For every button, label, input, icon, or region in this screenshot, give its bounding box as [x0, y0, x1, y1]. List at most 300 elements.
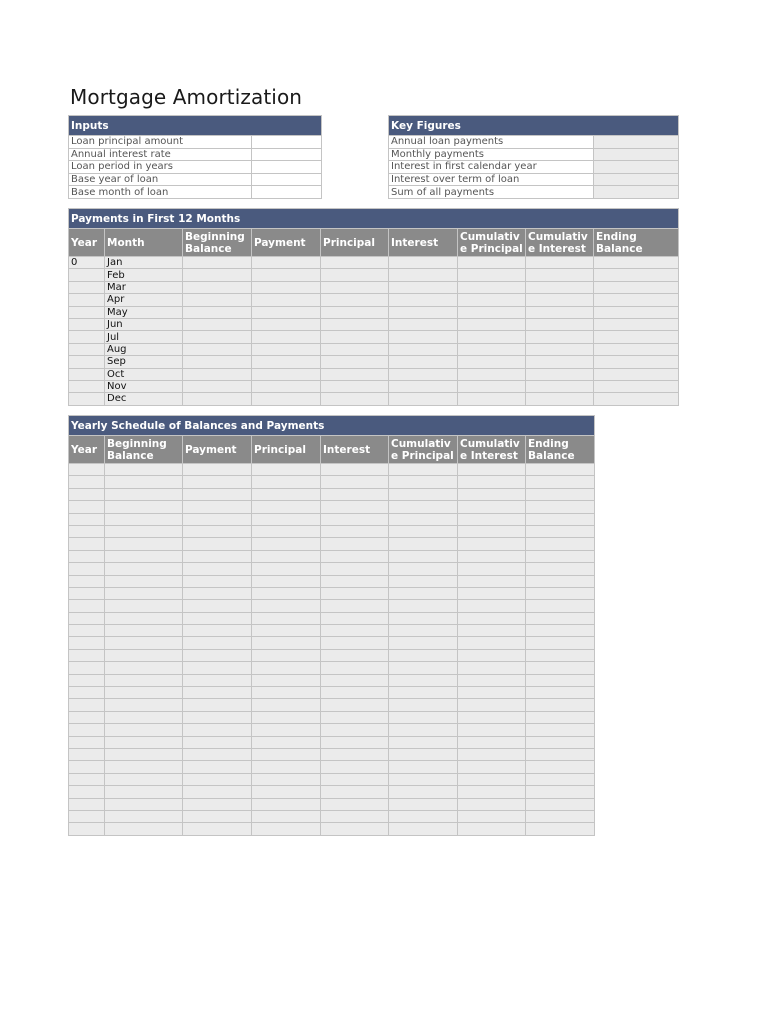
table-cell[interactable] — [458, 550, 526, 562]
table-cell[interactable] — [321, 612, 389, 624]
table-cell[interactable] — [389, 662, 458, 674]
table-cell[interactable] — [69, 343, 105, 355]
table-cell[interactable] — [321, 600, 389, 612]
table-cell[interactable] — [183, 294, 252, 306]
table-cell[interactable] — [458, 575, 526, 587]
table-cell[interactable] — [526, 724, 595, 736]
table-cell[interactable]: Jan — [105, 257, 183, 269]
table-cell[interactable] — [321, 798, 389, 810]
table-cell[interactable] — [69, 575, 105, 587]
table-cell[interactable] — [252, 281, 321, 293]
table-cell[interactable] — [458, 464, 526, 476]
table-cell[interactable] — [252, 786, 321, 798]
table-cell[interactable] — [321, 649, 389, 661]
table-cell[interactable] — [526, 513, 595, 525]
table-cell[interactable] — [252, 748, 321, 760]
input-cell[interactable] — [252, 186, 322, 199]
table-cell[interactable] — [183, 773, 252, 785]
table-cell[interactable] — [252, 464, 321, 476]
table-cell[interactable] — [458, 711, 526, 723]
table-cell[interactable] — [183, 649, 252, 661]
table-cell[interactable] — [594, 294, 679, 306]
table-cell[interactable] — [389, 736, 458, 748]
table-cell[interactable] — [252, 575, 321, 587]
table-cell[interactable] — [69, 649, 105, 661]
table-cell[interactable] — [105, 724, 183, 736]
table-cell[interactable] — [183, 464, 252, 476]
table-cell[interactable] — [321, 464, 389, 476]
table-cell[interactable]: Oct — [105, 368, 183, 380]
table-cell[interactable] — [526, 736, 595, 748]
table-cell[interactable] — [389, 563, 458, 575]
table-cell[interactable] — [105, 637, 183, 649]
table-cell[interactable] — [389, 699, 458, 711]
table-cell[interactable] — [105, 773, 183, 785]
table-cell[interactable] — [389, 550, 458, 562]
table-cell[interactable] — [252, 356, 321, 368]
table-cell[interactable] — [458, 662, 526, 674]
table-cell[interactable] — [526, 525, 595, 537]
table-cell[interactable] — [458, 538, 526, 550]
table-cell[interactable] — [69, 600, 105, 612]
table-cell[interactable] — [105, 810, 183, 822]
table-cell[interactable] — [69, 699, 105, 711]
key-figure-cell[interactable] — [594, 136, 679, 149]
table-cell[interactable] — [526, 563, 595, 575]
table-cell[interactable] — [458, 724, 526, 736]
table-cell[interactable] — [321, 823, 389, 835]
table-cell[interactable] — [321, 501, 389, 513]
table-cell[interactable] — [105, 736, 183, 748]
table-cell[interactable] — [183, 550, 252, 562]
table-cell[interactable] — [252, 294, 321, 306]
table-cell[interactable] — [183, 637, 252, 649]
table-cell[interactable] — [321, 269, 389, 281]
table-cell[interactable] — [389, 674, 458, 686]
table-cell[interactable] — [526, 612, 595, 624]
table-cell[interactable] — [526, 501, 595, 513]
table-cell[interactable] — [389, 380, 458, 392]
table-cell[interactable] — [458, 587, 526, 599]
table-cell[interactable] — [389, 575, 458, 587]
table-cell[interactable] — [526, 810, 595, 822]
table-cell[interactable] — [69, 773, 105, 785]
table-cell[interactable] — [526, 331, 594, 343]
table-cell[interactable] — [389, 356, 458, 368]
key-figure-cell[interactable] — [594, 161, 679, 174]
table-cell[interactable] — [69, 294, 105, 306]
table-cell[interactable] — [458, 612, 526, 624]
table-cell[interactable] — [183, 356, 252, 368]
table-cell[interactable] — [183, 711, 252, 723]
table-cell[interactable] — [183, 393, 252, 405]
table-cell[interactable] — [69, 368, 105, 380]
table-cell[interactable] — [389, 823, 458, 835]
table-cell[interactable] — [321, 294, 389, 306]
table-cell[interactable] — [526, 748, 595, 760]
table-cell[interactable] — [252, 476, 321, 488]
table-cell[interactable] — [526, 761, 595, 773]
table-cell[interactable] — [458, 699, 526, 711]
table-cell[interactable] — [526, 306, 594, 318]
table-cell[interactable] — [252, 736, 321, 748]
table-cell[interactable] — [594, 318, 679, 330]
table-cell[interactable] — [69, 637, 105, 649]
table-cell[interactable] — [526, 649, 595, 661]
table-cell[interactable] — [105, 662, 183, 674]
table-cell[interactable] — [526, 538, 595, 550]
table-cell[interactable] — [594, 269, 679, 281]
table-cell[interactable] — [183, 810, 252, 822]
table-cell[interactable] — [526, 637, 595, 649]
table-cell[interactable] — [105, 674, 183, 686]
table-cell[interactable] — [321, 476, 389, 488]
table-cell[interactable] — [105, 711, 183, 723]
table-cell[interactable] — [252, 563, 321, 575]
input-cell[interactable] — [252, 136, 322, 149]
table-cell[interactable] — [321, 736, 389, 748]
table-cell[interactable] — [183, 674, 252, 686]
table-cell[interactable] — [183, 798, 252, 810]
table-cell[interactable] — [183, 687, 252, 699]
table-cell[interactable] — [183, 786, 252, 798]
table-cell[interactable] — [252, 773, 321, 785]
table-cell[interactable] — [252, 823, 321, 835]
table-cell[interactable] — [321, 587, 389, 599]
table-cell[interactable] — [252, 761, 321, 773]
table-cell[interactable] — [183, 368, 252, 380]
table-cell[interactable] — [458, 501, 526, 513]
table-cell[interactable] — [183, 281, 252, 293]
table-cell[interactable] — [69, 662, 105, 674]
key-figure-cell[interactable] — [594, 148, 679, 161]
table-cell[interactable] — [252, 649, 321, 661]
table-cell[interactable] — [526, 674, 595, 686]
table-cell[interactable]: Aug — [105, 343, 183, 355]
table-cell[interactable] — [252, 488, 321, 500]
table-cell[interactable] — [69, 525, 105, 537]
table-cell[interactable] — [183, 306, 252, 318]
table-cell[interactable] — [594, 393, 679, 405]
table-cell[interactable] — [321, 699, 389, 711]
table-cell[interactable] — [389, 393, 458, 405]
table-cell[interactable] — [69, 687, 105, 699]
table-cell[interactable] — [389, 538, 458, 550]
table-cell[interactable] — [458, 331, 526, 343]
table-cell[interactable] — [183, 587, 252, 599]
table-cell[interactable] — [252, 587, 321, 599]
table-cell[interactable] — [321, 575, 389, 587]
table-cell[interactable] — [526, 257, 594, 269]
table-cell[interactable] — [183, 563, 252, 575]
table-cell[interactable] — [458, 269, 526, 281]
table-cell[interactable] — [594, 331, 679, 343]
table-cell[interactable] — [105, 476, 183, 488]
table-cell[interactable] — [594, 356, 679, 368]
table-cell[interactable] — [321, 637, 389, 649]
table-cell[interactable] — [183, 600, 252, 612]
table-cell[interactable] — [105, 687, 183, 699]
table-cell[interactable] — [458, 380, 526, 392]
table-cell[interactable] — [69, 748, 105, 760]
table-cell[interactable] — [69, 587, 105, 599]
table-cell[interactable] — [105, 501, 183, 513]
table-cell[interactable] — [252, 513, 321, 525]
table-cell[interactable] — [252, 550, 321, 562]
table-cell[interactable] — [321, 257, 389, 269]
table-cell[interactable] — [389, 711, 458, 723]
table-cell[interactable] — [105, 612, 183, 624]
table-cell[interactable] — [458, 306, 526, 318]
table-cell[interactable] — [594, 343, 679, 355]
table-cell[interactable] — [321, 513, 389, 525]
table-cell[interactable] — [69, 488, 105, 500]
table-cell[interactable] — [526, 550, 595, 562]
table-cell[interactable] — [69, 538, 105, 550]
table-cell[interactable] — [594, 380, 679, 392]
table-cell[interactable] — [252, 699, 321, 711]
table-cell[interactable] — [252, 306, 321, 318]
table-cell[interactable] — [526, 625, 595, 637]
table-cell[interactable] — [252, 637, 321, 649]
table-cell[interactable]: Apr — [105, 294, 183, 306]
table-cell[interactable] — [458, 637, 526, 649]
table-cell[interactable] — [105, 798, 183, 810]
table-cell[interactable] — [183, 257, 252, 269]
table-cell[interactable] — [526, 393, 594, 405]
table-cell[interactable] — [183, 538, 252, 550]
table-cell[interactable] — [69, 736, 105, 748]
table-cell[interactable] — [69, 393, 105, 405]
table-cell[interactable] — [183, 736, 252, 748]
input-cell[interactable] — [252, 161, 322, 174]
table-cell[interactable] — [69, 798, 105, 810]
table-cell[interactable] — [458, 823, 526, 835]
table-cell[interactable]: 0 — [69, 257, 105, 269]
table-cell[interactable] — [252, 662, 321, 674]
table-cell[interactable] — [389, 761, 458, 773]
table-cell[interactable] — [69, 612, 105, 624]
table-cell[interactable] — [321, 343, 389, 355]
table-cell[interactable] — [183, 612, 252, 624]
table-cell[interactable] — [252, 724, 321, 736]
table-cell[interactable] — [252, 368, 321, 380]
table-cell[interactable] — [105, 786, 183, 798]
table-cell[interactable] — [105, 563, 183, 575]
table-cell[interactable] — [183, 269, 252, 281]
table-cell[interactable] — [105, 600, 183, 612]
table-cell[interactable]: Dec — [105, 393, 183, 405]
table-cell[interactable] — [389, 649, 458, 661]
table-cell[interactable] — [252, 343, 321, 355]
table-cell[interactable] — [105, 761, 183, 773]
table-cell[interactable] — [183, 513, 252, 525]
table-cell[interactable] — [458, 356, 526, 368]
table-cell[interactable] — [526, 823, 595, 835]
table-cell[interactable]: Jun — [105, 318, 183, 330]
table-cell[interactable] — [458, 674, 526, 686]
table-cell[interactable] — [321, 393, 389, 405]
table-cell[interactable] — [458, 810, 526, 822]
table-cell[interactable] — [389, 294, 458, 306]
table-cell[interactable] — [389, 748, 458, 760]
table-cell[interactable] — [458, 563, 526, 575]
table-cell[interactable] — [69, 318, 105, 330]
table-cell[interactable]: Mar — [105, 281, 183, 293]
table-cell[interactable]: Nov — [105, 380, 183, 392]
table-cell[interactable] — [458, 649, 526, 661]
table-cell[interactable] — [69, 724, 105, 736]
table-cell[interactable] — [458, 600, 526, 612]
table-cell[interactable] — [458, 748, 526, 760]
table-cell[interactable] — [458, 761, 526, 773]
table-cell[interactable] — [321, 281, 389, 293]
table-cell[interactable] — [321, 563, 389, 575]
table-cell[interactable] — [389, 257, 458, 269]
table-cell[interactable] — [183, 748, 252, 760]
table-cell[interactable] — [183, 380, 252, 392]
table-cell[interactable] — [105, 575, 183, 587]
table-cell[interactable] — [458, 488, 526, 500]
input-cell[interactable] — [252, 173, 322, 186]
table-cell[interactable] — [321, 748, 389, 760]
table-cell[interactable] — [321, 380, 389, 392]
table-cell[interactable] — [389, 612, 458, 624]
table-cell[interactable] — [321, 625, 389, 637]
table-cell[interactable] — [69, 761, 105, 773]
table-cell[interactable] — [183, 331, 252, 343]
table-cell[interactable] — [183, 476, 252, 488]
table-cell[interactable] — [389, 306, 458, 318]
table-cell[interactable]: Sep — [105, 356, 183, 368]
table-cell[interactable] — [69, 356, 105, 368]
table-cell[interactable] — [458, 476, 526, 488]
table-cell[interactable] — [252, 269, 321, 281]
table-cell[interactable] — [105, 823, 183, 835]
table-cell[interactable] — [526, 269, 594, 281]
table-cell[interactable] — [321, 711, 389, 723]
table-cell[interactable] — [389, 798, 458, 810]
table-cell[interactable] — [252, 687, 321, 699]
table-cell[interactable] — [321, 306, 389, 318]
table-cell[interactable] — [183, 488, 252, 500]
table-cell[interactable] — [252, 393, 321, 405]
table-cell[interactable] — [105, 587, 183, 599]
table-cell[interactable] — [252, 798, 321, 810]
table-cell[interactable] — [526, 600, 595, 612]
table-cell[interactable] — [183, 318, 252, 330]
table-cell[interactable] — [252, 318, 321, 330]
table-cell[interactable] — [183, 343, 252, 355]
table-cell[interactable] — [252, 538, 321, 550]
table-cell[interactable] — [594, 306, 679, 318]
table-cell[interactable] — [526, 488, 595, 500]
table-cell[interactable] — [526, 798, 595, 810]
table-cell[interactable] — [389, 600, 458, 612]
table-cell[interactable] — [458, 687, 526, 699]
table-cell[interactable] — [389, 513, 458, 525]
table-cell[interactable] — [458, 736, 526, 748]
table-cell[interactable] — [321, 687, 389, 699]
table-cell[interactable] — [69, 563, 105, 575]
table-cell[interactable] — [389, 368, 458, 380]
table-cell[interactable] — [69, 786, 105, 798]
table-cell[interactable] — [321, 724, 389, 736]
table-cell[interactable] — [321, 662, 389, 674]
table-cell[interactable] — [105, 525, 183, 537]
table-cell[interactable]: Feb — [105, 269, 183, 281]
table-cell[interactable] — [458, 393, 526, 405]
table-cell[interactable] — [69, 306, 105, 318]
table-cell[interactable] — [105, 550, 183, 562]
input-cell[interactable] — [252, 148, 322, 161]
table-cell[interactable] — [458, 625, 526, 637]
table-cell[interactable] — [321, 810, 389, 822]
table-cell[interactable] — [458, 281, 526, 293]
table-cell[interactable] — [526, 318, 594, 330]
table-cell[interactable] — [321, 761, 389, 773]
table-cell[interactable] — [321, 773, 389, 785]
table-cell[interactable] — [69, 281, 105, 293]
table-cell[interactable] — [389, 331, 458, 343]
table-cell[interactable] — [526, 380, 594, 392]
table-cell[interactable] — [69, 380, 105, 392]
table-cell[interactable] — [526, 587, 595, 599]
table-cell[interactable] — [321, 550, 389, 562]
table-cell[interactable] — [69, 550, 105, 562]
table-cell[interactable] — [105, 625, 183, 637]
table-cell[interactable] — [526, 786, 595, 798]
table-cell[interactable] — [458, 773, 526, 785]
table-cell[interactable] — [183, 662, 252, 674]
table-cell[interactable] — [526, 356, 594, 368]
table-cell[interactable] — [321, 674, 389, 686]
table-cell[interactable] — [105, 748, 183, 760]
table-cell[interactable] — [321, 488, 389, 500]
table-cell[interactable] — [389, 773, 458, 785]
table-cell[interactable] — [252, 711, 321, 723]
table-cell[interactable] — [105, 464, 183, 476]
table-cell[interactable] — [321, 331, 389, 343]
table-cell[interactable] — [526, 343, 594, 355]
table-cell[interactable] — [321, 318, 389, 330]
table-cell[interactable] — [526, 464, 595, 476]
table-cell[interactable] — [526, 368, 594, 380]
table-cell[interactable] — [526, 476, 595, 488]
table-cell[interactable] — [389, 625, 458, 637]
table-cell[interactable] — [389, 786, 458, 798]
table-cell[interactable] — [105, 538, 183, 550]
table-cell[interactable] — [69, 269, 105, 281]
table-cell[interactable] — [458, 368, 526, 380]
table-cell[interactable] — [69, 711, 105, 723]
table-cell[interactable] — [69, 501, 105, 513]
table-cell[interactable] — [69, 513, 105, 525]
table-cell[interactable] — [389, 587, 458, 599]
table-cell[interactable] — [69, 674, 105, 686]
table-cell[interactable] — [69, 464, 105, 476]
table-cell[interactable] — [321, 538, 389, 550]
table-cell[interactable] — [183, 761, 252, 773]
table-cell[interactable] — [321, 525, 389, 537]
table-cell[interactable] — [389, 343, 458, 355]
table-cell[interactable] — [69, 823, 105, 835]
table-cell[interactable] — [458, 343, 526, 355]
table-cell[interactable] — [389, 476, 458, 488]
table-cell[interactable] — [105, 488, 183, 500]
table-cell[interactable] — [389, 724, 458, 736]
table-cell[interactable] — [252, 525, 321, 537]
